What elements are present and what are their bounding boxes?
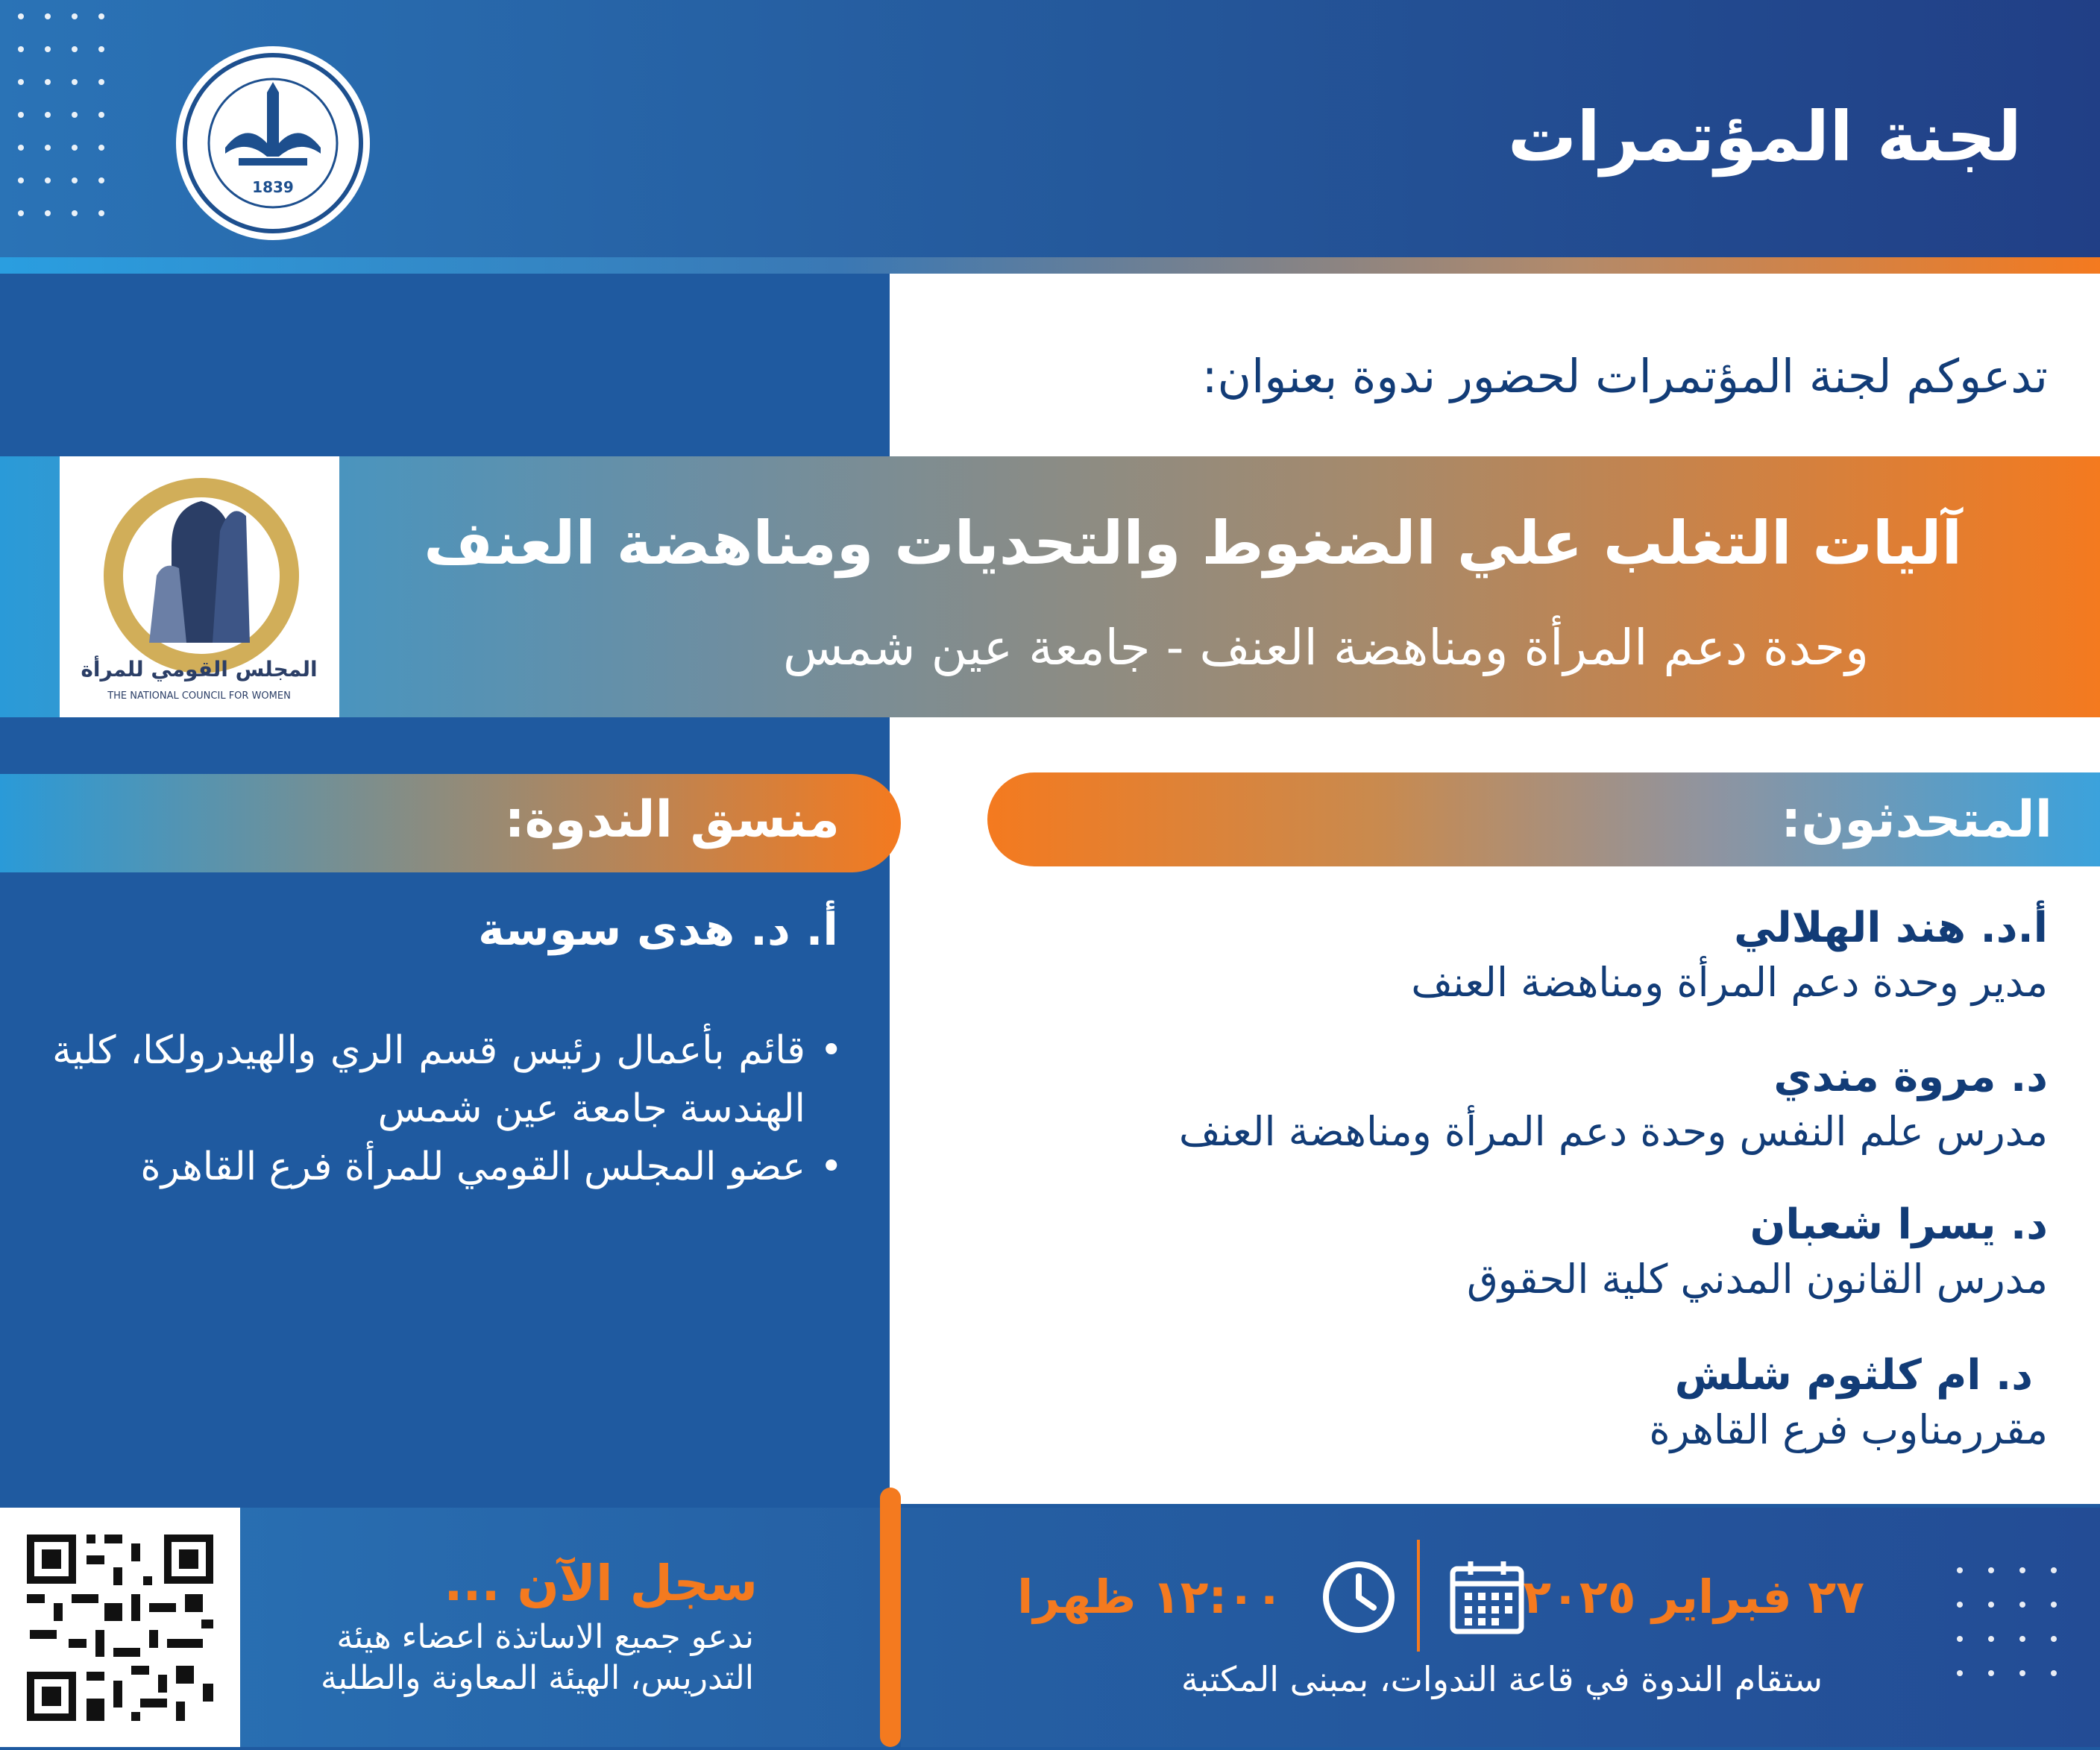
lecture-subtitle: وحدة دعم المرأة ومناهضة العنف - جامعة عين شمس: [783, 619, 1869, 676]
event-date: ٢٧ فبراير ٢٠٢٥: [1523, 1570, 1864, 1624]
footer-divider: [880, 1488, 901, 1747]
lecture-title: آليات التغلب علي الضغوط والتحديات ومناهضة العنف: [424, 509, 1962, 578]
invitation-text: تدعوكم لجنة المؤتمرات لحضور ندوة بعنوان:: [1201, 349, 2048, 403]
coordinator-heading: منسق الندوة:: [504, 790, 840, 849]
speakers-heading: المتحدثون:: [1781, 790, 2052, 849]
page-title: لجنة المؤتمرات: [1507, 97, 2022, 177]
coordinator-name: أ. د. هدى سوسة: [478, 904, 838, 956]
clock-icon: [1320, 1558, 1398, 1636]
speaker-role: مقررمناوب فرع القاهرة: [1649, 1406, 2048, 1453]
speaker-name: د. مروة مندي: [1773, 1053, 2048, 1101]
event-venue: ستقام الندوة في قاعة الندوات، بمبنى المكتبة: [1181, 1659, 1823, 1699]
coordinator-bullet: • قائم بأعمال رئيس قسم الري والهيدرولكا، كلية الهندسة جامعة عين شمس: [52, 1022, 843, 1138]
ncw-logo: [60, 456, 339, 717]
speaker-role: مدير وحدة دعم المرأة ومناهضة العنف: [1411, 959, 2048, 1006]
ncw-logo-text-en: THE NATIONAL COUNCIL FOR WOMEN: [107, 690, 291, 702]
ain-shams-engineering-logo: [176, 46, 370, 240]
registration-qr-code[interactable]: [0, 1508, 240, 1747]
register-now-heading[interactable]: سجل الآن ...: [444, 1555, 758, 1612]
speaker-name: أ.د. هند الهلالي: [1734, 904, 2048, 952]
logo-year: 1839: [252, 178, 294, 196]
calendar-icon: [1448, 1558, 1526, 1636]
header-gradient-stripe: [0, 257, 2100, 274]
register-invitation-text: ندعو جميع الاساتذة اعضاء هيئة التدريس، الهيئة المعاونة والطلبة: [320, 1618, 754, 1697]
event-time: ١٢:٠٠ ظهرا: [1017, 1570, 1283, 1624]
footer-dot-pattern: [1957, 1567, 2082, 1705]
speaker-role: مدرس القانون المدني كلية الحقوق: [1466, 1256, 2048, 1303]
header-dot-pattern: [18, 13, 125, 243]
speaker-name: د. ام كلثوم شلش: [1674, 1351, 2033, 1400]
coordinator-bullets: [52, 1022, 843, 1196]
speaker-name: د. يسرا شعبان: [1750, 1200, 2048, 1249]
coordinator-bullet: • عضو المجلس القومي للمرأة فرع القاهرة: [52, 1138, 843, 1196]
speaker-role: مدرس علم النفس وحدة دعم المرأة ومناهضة العنف: [1178, 1108, 2048, 1155]
ncw-logo-text-ar: المجلس القومي للمرأة: [81, 657, 318, 682]
date-time-separator: [1417, 1540, 1420, 1652]
